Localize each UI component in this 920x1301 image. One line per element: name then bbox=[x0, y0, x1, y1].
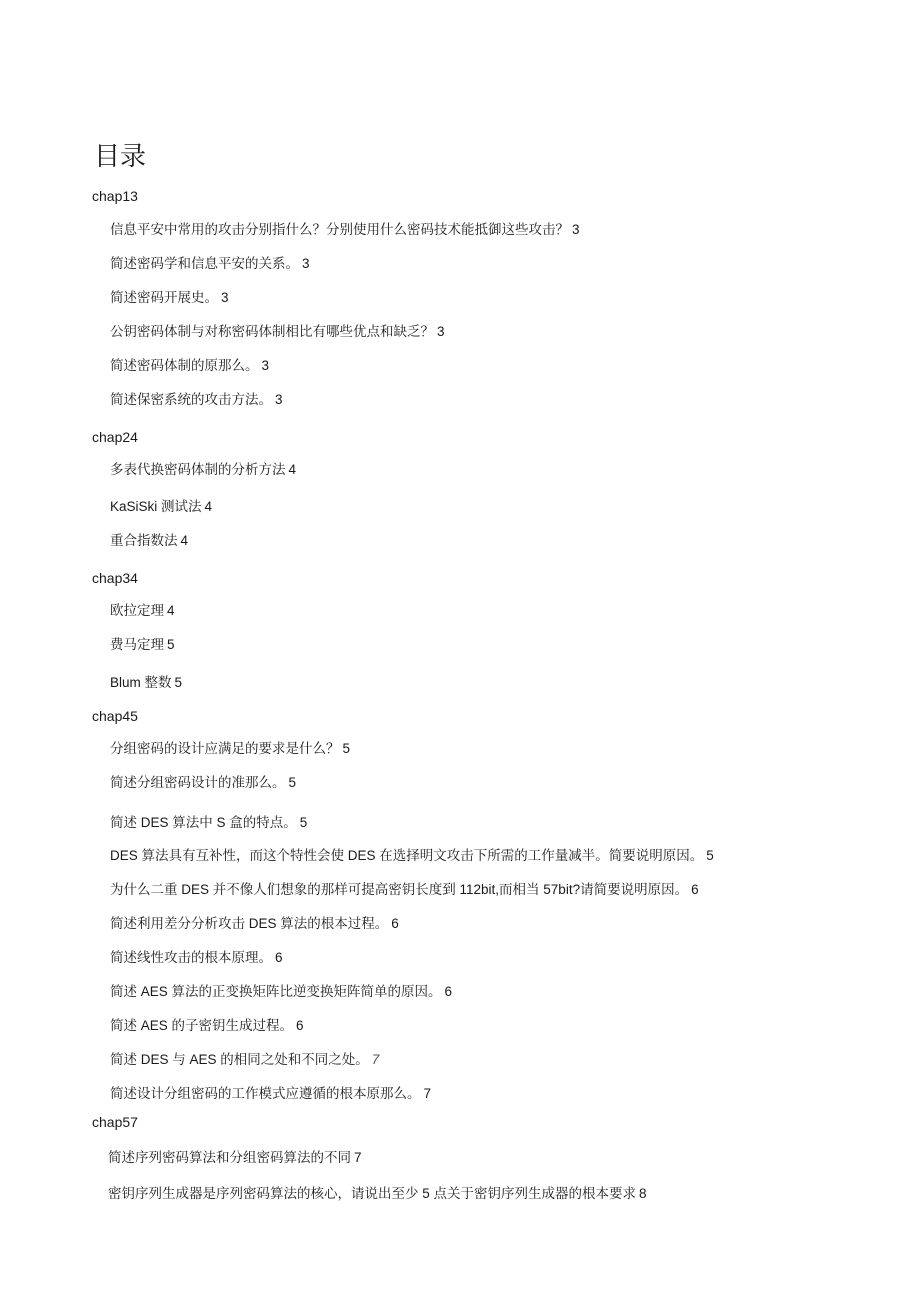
toc-page-number: 5 bbox=[706, 848, 714, 863]
toc-page-number: 3 bbox=[437, 324, 445, 339]
toc-entry[interactable] bbox=[110, 1084, 431, 1104]
toc-entry[interactable] bbox=[110, 460, 296, 480]
toc-entry-text: 简述 AES 的子密钥生成过程。 bbox=[110, 1018, 294, 1033]
chapter-heading[interactable]: chap57 bbox=[92, 1114, 138, 1130]
toc-entry[interactable] bbox=[110, 813, 307, 833]
toc-entry-text: 费马定理 bbox=[110, 637, 164, 652]
toc-entry-text: 简述线性攻击的根本原理。 bbox=[110, 950, 272, 965]
toc-page-number: 8 bbox=[639, 1186, 647, 1201]
chapter-heading[interactable]: chap24 bbox=[92, 429, 138, 445]
toc-entry-text: 为什么二重 DES 并不像人们想象的那样可提高密钥长度到 112bit,而相当 57bit?请简要说明原因。 bbox=[110, 882, 689, 897]
toc-entry[interactable] bbox=[110, 322, 445, 342]
toc-entry-text: DES 算法具有互补性，而这个特性会使 DES 在选择明文攻击下所需的工作量减半。简要说明原因。 bbox=[110, 848, 704, 863]
toc-entry[interactable] bbox=[110, 1016, 304, 1036]
toc-page-number: 5 bbox=[299, 815, 308, 830]
toc-page-number: 6 bbox=[444, 984, 453, 999]
toc-page-number: 6 bbox=[296, 1018, 304, 1033]
toc-page-number: 4 bbox=[180, 533, 189, 548]
toc-entry[interactable] bbox=[110, 254, 310, 274]
toc-page-number: 4 bbox=[288, 462, 297, 477]
toc-entry-text: 简述利用差分分析攻击 DES 算法的根本过程。 bbox=[110, 916, 389, 931]
toc-page-number: 3 bbox=[572, 222, 580, 237]
toc-entry-text: 简述密码体制的原那么。 bbox=[110, 358, 259, 373]
toc-entry[interactable] bbox=[110, 914, 399, 934]
toc-entry-text: 重合指数法 bbox=[110, 533, 178, 548]
chapter-heading[interactable]: chap34 bbox=[92, 570, 138, 586]
toc-entry[interactable] bbox=[110, 673, 182, 693]
toc-entry[interactable] bbox=[110, 880, 699, 900]
chapter-heading[interactable]: chap45 bbox=[92, 708, 138, 724]
toc-entry[interactable] bbox=[110, 531, 188, 551]
toc-entry-text: 简述 AES 算法的正变换矩阵比逆变换矩阵简单的原因。 bbox=[110, 984, 442, 999]
toc-entry[interactable] bbox=[110, 982, 452, 1002]
toc-page-number: 7 bbox=[423, 1086, 432, 1101]
toc-page-number: 5 bbox=[167, 637, 175, 652]
toc-entry-text: 分组密码的设计应满足的要求是什么？ bbox=[110, 741, 340, 756]
toc-page-number: 3 bbox=[275, 392, 283, 407]
toc-entry-text: 简述密码开展史。 bbox=[110, 290, 218, 305]
toc-page-number: 3 bbox=[261, 358, 270, 373]
toc-entry-text: 简述分组密码设计的准那么。 bbox=[110, 775, 286, 790]
toc-entry-text: 公钥密码体制与对称密码体制相比有哪些优点和缺乏？ bbox=[110, 324, 434, 339]
toc-page-number: 7 bbox=[354, 1150, 362, 1165]
toc-page-number: 7 bbox=[371, 1052, 380, 1067]
toc-entry[interactable] bbox=[110, 773, 296, 793]
toc-entry-text: 欧拉定理 bbox=[110, 603, 164, 618]
toc-page-number: 5 bbox=[342, 741, 351, 756]
toc-entry[interactable] bbox=[110, 288, 229, 308]
toc-page-number: 3 bbox=[302, 256, 310, 271]
toc-entry[interactable] bbox=[110, 739, 350, 759]
toc-entry[interactable] bbox=[110, 635, 175, 655]
toc-entry-text: Blum 整数 bbox=[110, 675, 172, 690]
chapter-heading[interactable]: chap13 bbox=[92, 188, 138, 204]
toc-page-number: 5 bbox=[288, 775, 297, 790]
toc-entry-text: 简述保密系统的攻击方法。 bbox=[110, 392, 272, 407]
toc-entry[interactable] bbox=[110, 390, 283, 410]
toc-entry[interactable] bbox=[108, 1184, 647, 1204]
toc-entry[interactable] bbox=[108, 1148, 362, 1168]
toc-page-number: 4 bbox=[167, 603, 175, 618]
toc-entry-text: KaSiSki 测试法 bbox=[110, 499, 202, 514]
toc-entry[interactable] bbox=[110, 948, 283, 968]
toc-page-number: 5 bbox=[174, 675, 183, 690]
toc-entry[interactable] bbox=[110, 220, 580, 240]
toc-entry[interactable] bbox=[110, 601, 175, 621]
toc-page-number: 6 bbox=[391, 916, 399, 931]
toc-page-number: 4 bbox=[204, 499, 213, 514]
toc-page-number: 3 bbox=[221, 290, 229, 305]
toc-entry-text: 简述 DES 算法中 S 盒的特点。 bbox=[110, 815, 297, 830]
page-title: 目录 bbox=[94, 142, 147, 172]
toc-entry-text: 简述设计分组密码的工作模式应遵循的根本原那么。 bbox=[110, 1086, 421, 1101]
toc-entry-text: 简述 DES 与 AES 的相同之处和不同之处。 bbox=[110, 1052, 369, 1067]
toc-entry-text: 信息平安中常用的攻击分别指什么？分别使用什么密码技术能抵御这些攻击？ bbox=[110, 222, 569, 237]
toc-entry[interactable] bbox=[110, 846, 714, 866]
toc-entry[interactable] bbox=[110, 497, 212, 517]
toc-page-number: 6 bbox=[691, 882, 699, 897]
toc-entry[interactable] bbox=[110, 356, 269, 376]
toc-entry-text: 多表代换密码体制的分析方法 bbox=[110, 462, 286, 477]
toc-entry-text: 密钥序列生成器是序列密码算法的核心，请说出至少 5 点关于密钥序列生成器的根本要求 bbox=[108, 1186, 637, 1201]
toc-entry[interactable] bbox=[110, 1050, 379, 1070]
toc-page-number: 6 bbox=[275, 950, 283, 965]
toc-entry-text: 简述密码学和信息平安的关系。 bbox=[110, 256, 299, 271]
toc-entry-text: 简述序列密码算法和分组密码算法的不同 bbox=[108, 1150, 351, 1165]
